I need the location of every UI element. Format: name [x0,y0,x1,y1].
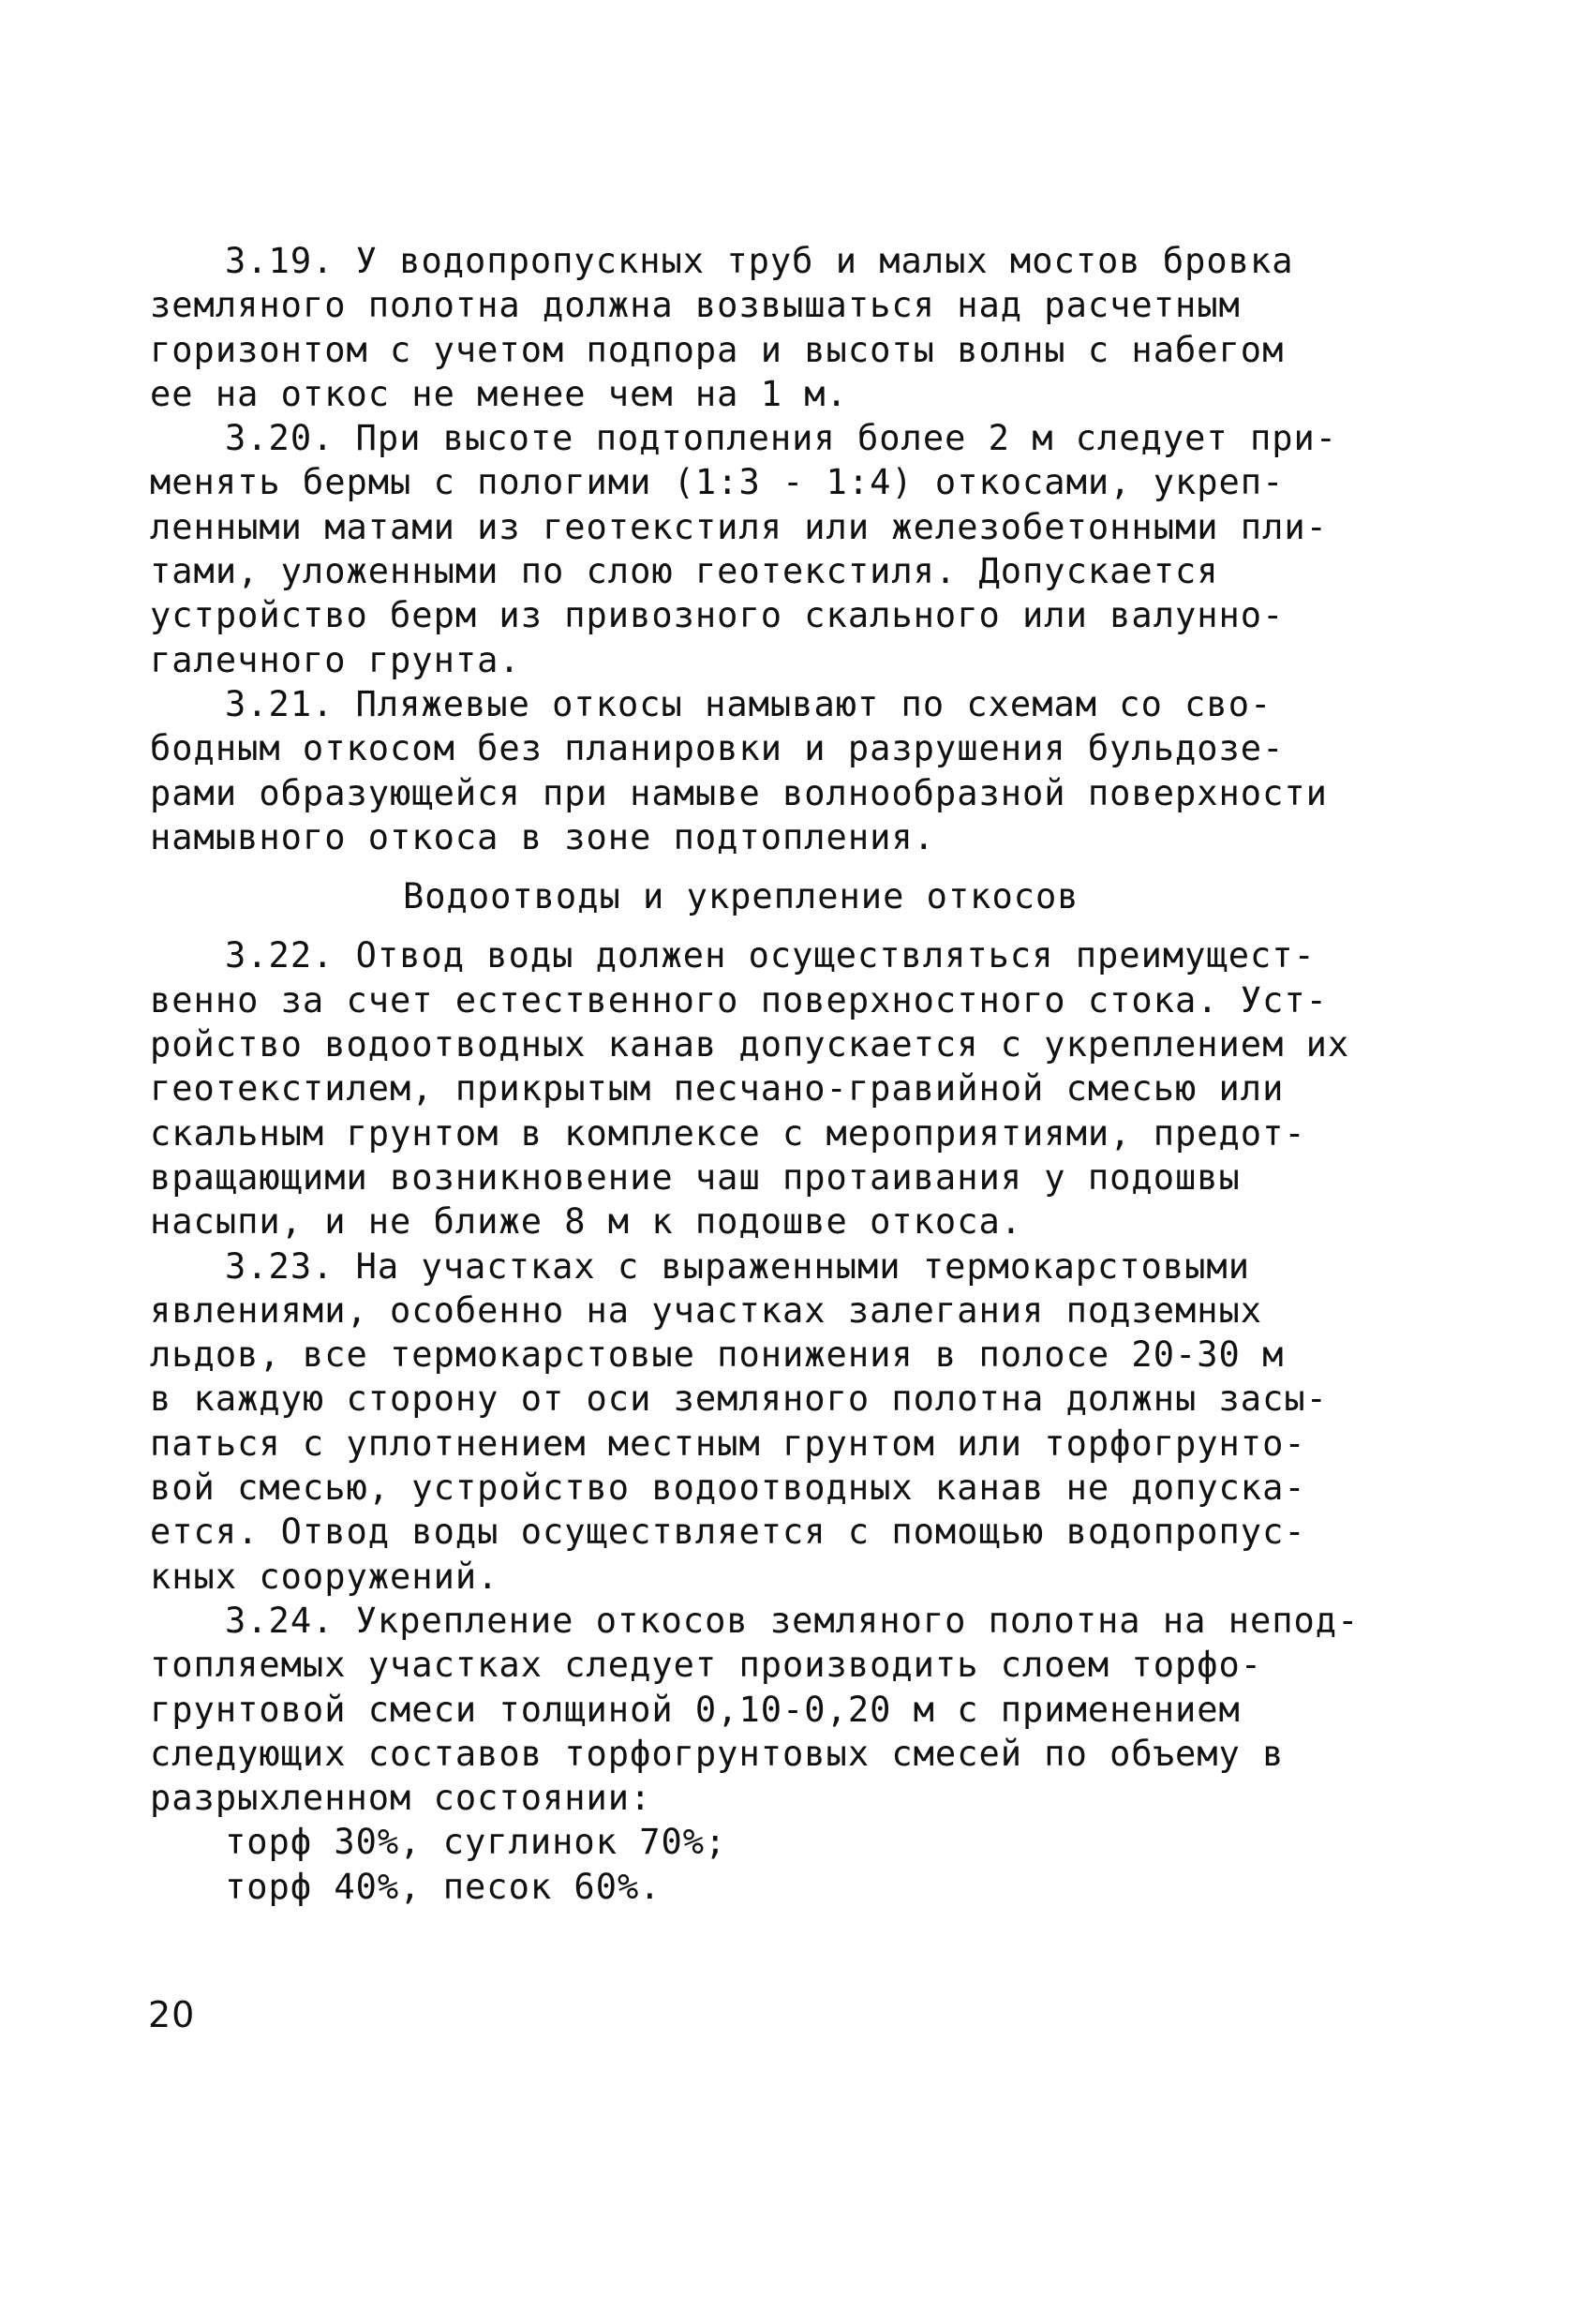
text-line: намывного откоса в зоне подтопления. [150,816,935,857]
text-line: в каждую сторону от оси земляного полотна должны засы- [150,1378,1328,1420]
text-line: 3.21. Пляжевые откосы намывают по схемам со сво- [225,683,1273,724]
spacer [150,859,1443,874]
text-line: явлениями, особенно на участках залегания подземных [150,1289,1263,1331]
page-number: 20 [148,1994,196,2035]
text-line: скальным грунтом в комплексе с мероприятиями, предот- [150,1112,1306,1154]
text-line: ленными матами из геотекстиля или железобетонными пли- [150,506,1328,547]
text-line: 3.22. Отвод воды должен осуществляться преимущест- [225,935,1316,976]
text-line: устройство берм из привозного скального или валунно- [150,595,1285,636]
text-line: горизонтом с учетом подпора и высоты волны с набегом [150,329,1285,370]
text-line: ее на откос не менее чем на 1 м. [150,373,848,414]
text-line: торф 40%, песок 60%. [225,1866,662,1907]
text-line: рами образующейся при намыве волнообразной поверхности [150,772,1328,813]
section-heading: Водоотводы и укрепление откосов [403,876,1079,917]
body-text [150,239,1443,1909]
text-line: вращающими возникновение чаш протаивания у подошвы [150,1156,1241,1198]
text-line: геотекстилем, прикрытым песчано-гравийной смесью или [150,1068,1285,1110]
spacer [150,918,1443,933]
text-line: разрыхленном состоянии: [150,1778,652,1819]
text-line: бодным откосом без планировки и разрушения бульдозе- [150,728,1285,769]
text-line: льдов, все термокарстовые понижения в полосе 20-30 м [150,1334,1285,1376]
text-line: 3.20. При высоте подтопления более 2 м следует при- [225,418,1338,459]
text-line: 3.24. Укрепление откосов земляного полотна на непод- [225,1600,1360,1641]
text-line: 3.19. У водопропускных труб и малых мостов бровка [225,241,1294,281]
text-line: насыпи, и не ближе 8 м к подошве откоса. [150,1201,1023,1243]
text-line: паться с уплотнением местным грунтом или торфогрунто- [150,1423,1306,1464]
text-line: торф 30%, суглинок 70%; [225,1822,727,1863]
section-after-heading [150,933,1443,1909]
text-line: галечного грунта. [150,639,521,680]
text-line: следующих составов торфогрунтовых смесей по объему в [150,1733,1285,1774]
text-line: 3.23. На участках с выраженными термокарстовыми [225,1245,1250,1287]
text-line: вой смесью, устройство водоотводных канав не допуска- [150,1467,1306,1509]
text-line: кных сооружений. [150,1556,499,1597]
text-line: ройство водоотводных канав допускается с укреплением их [150,1024,1350,1065]
text-line: тами, уложенными по слою геотекстиля. Допускается [150,551,1219,592]
text-line: грунтовой смеси толщиной 0,10-0,20 м с применением [150,1689,1241,1730]
text-line: венно за счет естественного поверхностного стока. Уст- [150,979,1328,1020]
section-before-heading [150,239,1443,859]
text-line: менять бермы с пологими (1:3 - 1:4) откосами, укреп- [150,462,1285,503]
text-line: земляного полотна должна возвышаться над расчетным [150,285,1241,326]
text-line: топляемых участках следует производить слоем торфо- [150,1645,1263,1686]
text-line: ется. Отвод воды осуществляется с помощью водопропус- [150,1512,1306,1553]
